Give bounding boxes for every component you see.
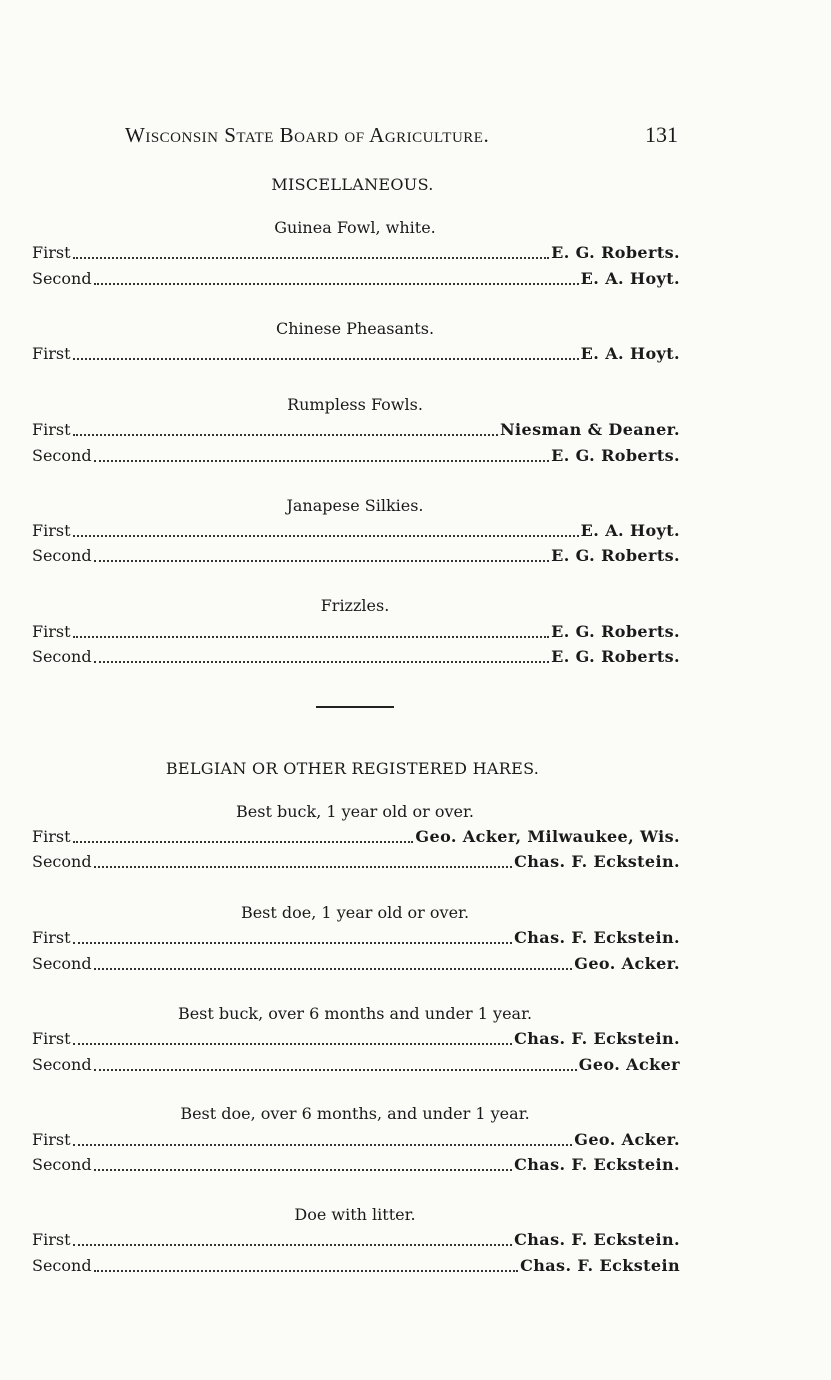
- award-entry: [32, 622, 680, 641]
- award-place: Second: [32, 852, 92, 871]
- category-title: Rumpless Fowls.: [287, 395, 423, 414]
- dot-leader: [94, 968, 573, 970]
- dot-leader: [94, 560, 550, 562]
- award-winner: Geo. Acker.: [574, 1130, 680, 1149]
- dot-leader: [94, 460, 550, 462]
- award-winner: Chas. F. Eckstein.: [514, 928, 680, 947]
- category-title: Best doe, over 6 months, and under 1 year.: [180, 1104, 530, 1123]
- award-entry: [32, 446, 680, 465]
- award-entry: [32, 852, 680, 871]
- award-place: Second: [32, 647, 92, 666]
- award-place: Second: [32, 446, 92, 465]
- award-place: First: [32, 827, 71, 846]
- page-number: 131: [645, 122, 678, 147]
- award-winner: E. G. Roberts.: [551, 446, 680, 465]
- section-divider: [316, 706, 394, 708]
- award-place: First: [32, 420, 71, 439]
- section-title-miscellaneous: MISCELLANEOUS.: [271, 175, 434, 194]
- award-place: Second: [32, 1256, 92, 1275]
- award-winner: E. G. Roberts.: [551, 243, 680, 262]
- dot-leader: [73, 1043, 513, 1045]
- dot-leader: [73, 358, 579, 360]
- section-title-hares: BELGIAN OR OTHER REGISTERED HARES.: [165, 759, 540, 778]
- award-entry: [32, 420, 680, 439]
- category-title: Best doe, 1 year old or over.: [240, 903, 470, 922]
- category-title: Doe with litter.: [294, 1205, 416, 1224]
- running-head: [125, 122, 678, 148]
- award-winner: E. A. Hoyt.: [580, 269, 680, 288]
- dot-leader: [94, 1169, 513, 1171]
- award-place: First: [32, 243, 71, 262]
- dot-leader: [94, 1069, 577, 1071]
- award-place: First: [32, 521, 71, 540]
- category-title: Chinese Pheasants.: [275, 319, 435, 338]
- award-entry: [32, 1029, 680, 1048]
- award-entry: [32, 521, 680, 540]
- dot-leader: [73, 257, 550, 259]
- award-entry: [32, 269, 680, 288]
- award-place: First: [32, 1230, 71, 1249]
- category-title: Frizzles.: [320, 596, 390, 615]
- award-winner: Geo. Acker.: [574, 954, 680, 973]
- award-winner: Chas. F. Eckstein.: [514, 1029, 680, 1048]
- award-place: Second: [32, 954, 92, 973]
- dot-leader: [73, 942, 513, 944]
- dot-leader: [73, 1144, 573, 1146]
- award-entry: [32, 1130, 680, 1149]
- dot-leader: [94, 661, 550, 663]
- dot-leader: [73, 636, 550, 638]
- award-winner: Geo. Acker, Milwaukee, Wis.: [415, 827, 680, 846]
- dot-leader: [94, 283, 579, 285]
- award-place: Second: [32, 269, 92, 288]
- award-winner: E. G. Roberts.: [551, 546, 680, 565]
- award-entry: [32, 1256, 680, 1275]
- award-place: Second: [32, 1155, 92, 1174]
- award-entry: [32, 827, 680, 846]
- award-entry: [32, 344, 680, 363]
- award-place: First: [32, 928, 71, 947]
- award-entry: [32, 243, 680, 262]
- award-entry: [32, 546, 680, 565]
- category-title: Guinea Fowl, white.: [274, 218, 436, 237]
- award-place: Second: [32, 546, 92, 565]
- dot-leader: [94, 1270, 519, 1272]
- dot-leader: [73, 841, 414, 843]
- award-entry: [32, 954, 680, 973]
- dot-leader: [73, 535, 579, 537]
- dot-leader: [94, 866, 513, 868]
- category-title: Janapese Silkies.: [286, 496, 424, 515]
- award-winner: E. A. Hoyt.: [580, 344, 680, 363]
- award-winner: Niesman & Deaner.: [500, 420, 680, 439]
- award-winner: E. A. Hoyt.: [580, 521, 680, 540]
- award-entry: [32, 928, 680, 947]
- award-place: Second: [32, 1055, 92, 1074]
- award-winner: Geo. Acker: [578, 1055, 680, 1074]
- award-place: First: [32, 1130, 71, 1149]
- award-place: First: [32, 344, 71, 363]
- running-title: Wisconsin State Board of Agriculture.: [125, 123, 490, 147]
- dot-leader: [73, 434, 499, 436]
- award-winner: Chas. F. Eckstein.: [514, 1155, 680, 1174]
- award-winner: Chas. F. Eckstein.: [514, 852, 680, 871]
- award-winner: Chas. F. Eckstein: [520, 1256, 680, 1275]
- award-entry: [32, 1230, 680, 1249]
- award-winner: E. G. Roberts.: [551, 647, 680, 666]
- dot-leader: [73, 1244, 513, 1246]
- award-place: First: [32, 1029, 71, 1048]
- award-place: First: [32, 622, 71, 641]
- category-title: Best buck, over 6 months and under 1 year.: [177, 1004, 533, 1023]
- category-title: Best buck, 1 year old or over.: [236, 802, 474, 821]
- award-entry: [32, 1155, 680, 1174]
- award-entry: [32, 647, 680, 666]
- award-winner: Chas. F. Eckstein.: [514, 1230, 680, 1249]
- award-winner: E. G. Roberts.: [551, 622, 680, 641]
- award-entry: [32, 1055, 680, 1074]
